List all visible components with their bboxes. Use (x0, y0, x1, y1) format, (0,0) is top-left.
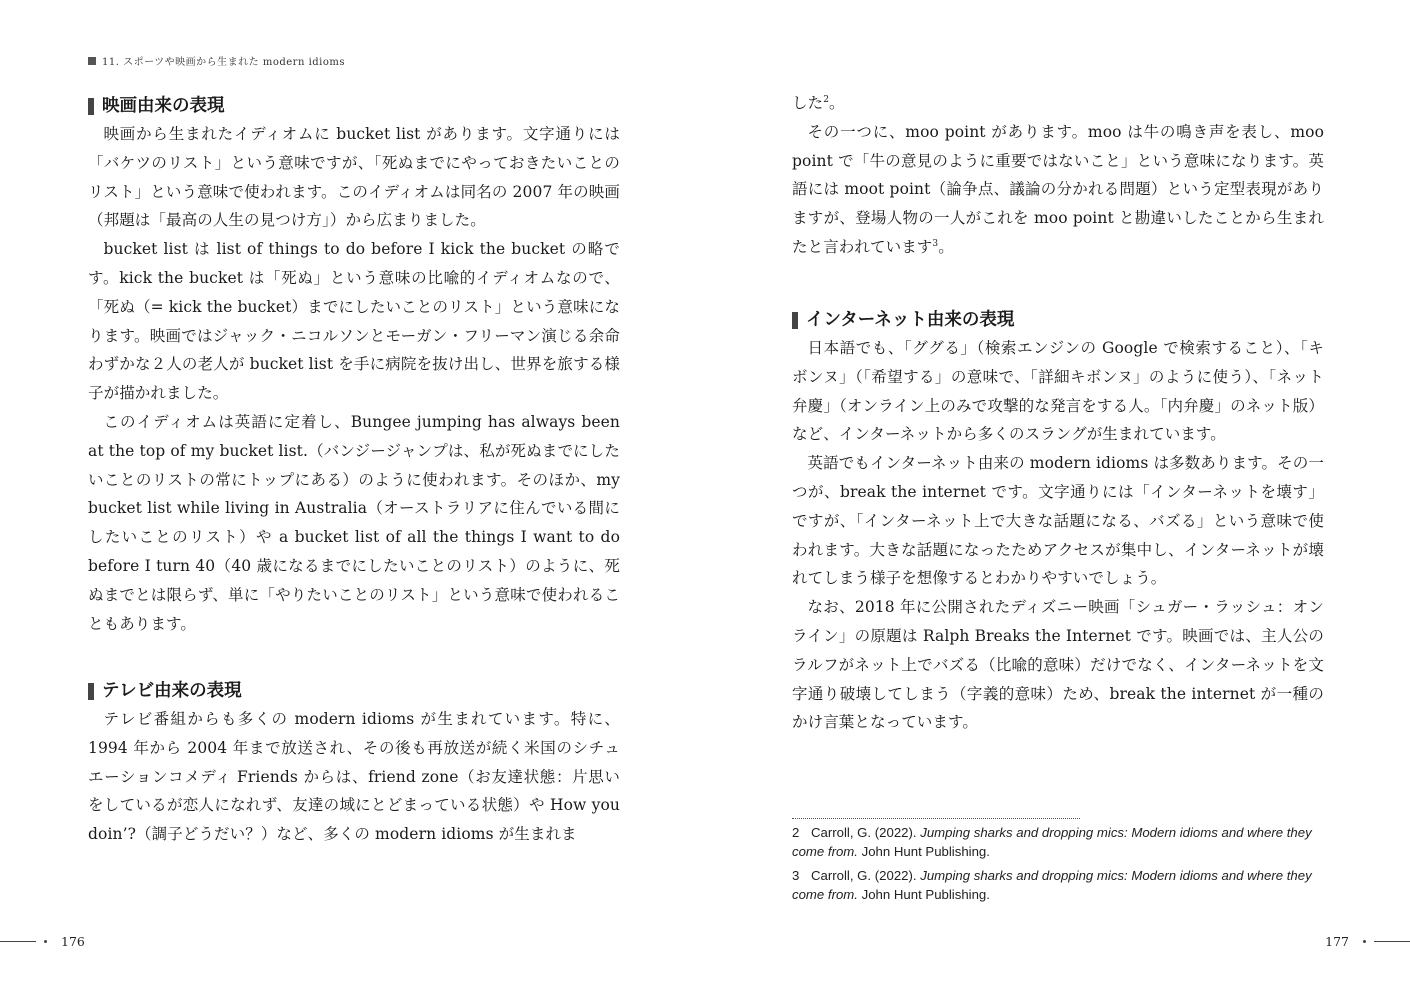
paragraph: 日本語でも、「ググる」（検索エンジンの Google で検索すること）、「キボンヌ」（「希望する」の意味で、「詳細キボンヌ」のように使う）、「ネット弁慶」（オンライン上のみで攻撃的な発言をする人。「内弁慶」のネット版）など、インターネットから多くのスラングが生まれています。 (792, 339, 1324, 444)
page-dot-icon (44, 940, 47, 943)
page-rule (0, 941, 36, 942)
paragraph: なお、2018 年に公開されたディズニー映画「シュガー・ラッシュ：オンライン」の原題は Ralph Breaks the Internet です。映画では、主人公のラルフがネット上でバズる（比喩的意味）だけでなく、インターネットを文字通り破壊してしまう（字義的意味）ため、break the internet が一種のかけ言葉となっています。 (792, 598, 1324, 732)
running-head-square-icon (88, 57, 96, 65)
right-page-top (792, 89, 1324, 262)
page-number-right: 177 (1325, 934, 1410, 949)
section-heading-internet: インターネット由来の表現 (792, 306, 1324, 334)
heading-bar-icon (88, 683, 94, 700)
paragraph-continuation: した$^2$。 (792, 94, 845, 112)
paragraph: 映画から生まれたイディオムに bucket list があります。文字通りには「バケツのリスト」という意味ですが、「死ぬまでにやっておきたいことのリスト」という意味で使われます。このイディオムは同名の 2007 年の映画（邦題は「最高の人生の見つけ方」）から広まりました。 (88, 125, 620, 230)
footnote-rule (792, 818, 1080, 819)
paragraph: このイディオムは英語に定着し、Bungee jumping has always been at the top of my bucket list.（バンジージャンプは、私が死ぬまでにしたいことのリストの常にトップにある）のように使われます。そのほか、my bucket list while living in Australia（オーストラリアに住んでいる間にしたいことのリスト）や a bucket list of all the things I want to do before I turn 40（40 歳になるまでにしたいことのリスト）のように、死ぬまでとは限らず、単に「やりたいことのリスト」という意味で使われることもあります。 (88, 412, 620, 633)
footnote-3: 3 Carroll, G. (2022). Jumping sharks and dropping mics: Modern idioms and where they come from. John Hunt Publishing. (792, 868, 1312, 902)
right-page-section-internet (792, 306, 1324, 737)
left-page-section-film (88, 92, 620, 638)
left-page-section-tv (88, 677, 620, 849)
section-heading-tv: テレビ由来の表現 (88, 677, 620, 705)
paragraph-moo-point: その一つに、moo point があります。moo は牛の鳴き声を表し、moo point で「牛の意見のように重要ではないこと」という意味になります。英語には moot point（論争点、議論の分かれる問題）という定型表現がありますが、登場人物の一人がこれを moo point と勘違いしたことから生まれたと言われています$^3$。 (792, 122, 1324, 256)
footnote-2: 2 Carroll, G. (2022). Jumping sharks and dropping mics: Modern idioms and where they come from. John Hunt Publishing. (792, 825, 1312, 859)
page-dot-icon (1363, 940, 1366, 943)
running-head (88, 53, 345, 68)
page-rule (1374, 941, 1410, 942)
page-number-left: 176 (0, 934, 85, 949)
running-head-text: 11. スポーツや映画から生まれた modern idioms (102, 57, 346, 68)
heading-bar-icon (792, 312, 798, 329)
section-heading-film: 映画由来の表現 (88, 92, 620, 120)
paragraph: bucket list は list of things to do before I kick the bucket の略です。kick the bucket は「死ぬ」という意味の比喩的イディオムなので、「死ぬ（= kick the bucket）までにしたいことのリスト」という意味になります。映画ではジャック・ニコルソンとモーガン・フリーマン演じる余命わずかな２人の老人が bucket list を手に病院を抜け出し、世界を旅する様子が描かれました。 (88, 240, 620, 403)
heading-bar-icon (88, 98, 94, 115)
paragraph: 英語でもインターネット由来の modern idioms は多数あります。その一つが、break the internet です。文字通りには「インターネットを壊す」ですが、「インターネット上で大きな話題になる、バズる」という意味で使われます。大きな話題になったためアクセスが集中し、インターネットが壊れてしまう様子を想像するとわかりやすいでしょう。 (792, 454, 1324, 588)
paragraph: テレビ番組からも多くの modern idioms が生まれています。特に、1994 年から 2004 年まで放送され、その後も再放送が続く米国のシチュエーションコメディ Friends からは、friend zone（お友達状態：片思いをしているが恋人になれず、友達の域にとどまっている状態）や How you doin’?（調子どうだい？）など、多くの modern idioms が生まれま (88, 710, 620, 844)
